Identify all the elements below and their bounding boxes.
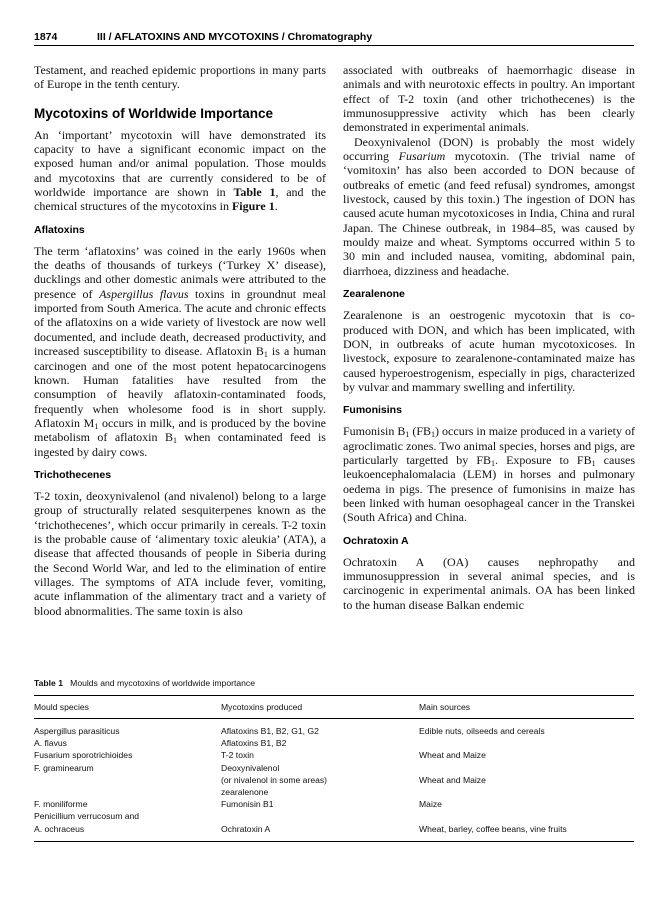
table-cell [34,774,221,786]
subscript: 1 [405,430,410,440]
table-cell [419,762,634,774]
running-title [97,31,372,43]
text-run: occurs in milk, and is produced by the bovine metabolism of aflatoxin B [34,415,327,445]
table-cell: A. flavus [34,738,67,749]
table-cell: Aspergillus parasiticus [34,726,120,736]
paragraph-continued: Testament, and reached epidemic proportions in many parts of Europe in the tenth century. [34,63,326,92]
table-row [34,798,634,810]
table-cell: Wheat and Maize [419,774,486,785]
paragraph-zearalenone: Zearalenone is an oestrogenic mycotoxin that is co-produced with DON, and which has been implicated, with DON, in outbreaks of acute human mycotoxicoses. In livestock, exposure to zearalenone-contaminated maize has caused hyperoestrogenism, especially in pigs, characterized by vulvar and mammary swelling and infertility. [343,308,635,394]
table-row [34,749,634,761]
text-run: An ‘important’ mycotoxin will have demonstrated its capacity to have a significant economic impact on the exposed human and/or animal population. Those moulds and mycotoxins that are currently considered to be of worldwide importance are shown in [34,127,326,200]
text-run: causes leukoencephalomalacia (LEM) in horses and pulmonary oedema in pigs. The presence of fumonisins in maize has been linked with human oesophageal cancer in the Transkei (South Africa) and China. [343,452,635,525]
table-cell: Fumonisin B1 [221,799,274,810]
text-run: Fumonisin B [343,424,406,439]
subscript: 1 [431,430,436,440]
paragraph-ochratoxin: Ochratoxin A (OA) causes nephropathy and immunosuppression in several animal species, and is carcinogenic in experimental animals. OA has been linked to the human disease Balkan endemic [343,554,635,612]
column-header: Mycotoxins produced [221,702,303,712]
text-run: Deoxynivalenol (DON) is probably the most widely occurring [343,134,635,164]
subscript: 1 [172,436,177,446]
paragraph-worldwide [34,128,326,214]
figure-reference[interactable]: Figure 1 [231,199,275,214]
table-cell: A. ochraceus [34,823,85,834]
paragraph-don [343,135,635,278]
table-cell: T-2 toxin [221,750,254,761]
column-header: Main sources [419,702,471,712]
subscript: 1 [491,458,495,468]
paragraph-fumonisins [343,424,635,524]
subheading-aflatoxins: Aflatoxins [34,223,85,236]
table-row [34,774,634,786]
section-heading-worldwide: Mycotoxins of Worldwide Importance [34,105,274,121]
table-cell: Wheat, barley, coffee beans, vine fruits [419,823,567,834]
text-run: The term ‘aflatoxins’ was coined in the early 1960s when the deaths of thousands of turkeys (‘Turkey X’ disease), ducklings and other domestic animals were attributed to the presence of [34,243,326,301]
running-title-section: Chromatography [287,31,373,43]
column-header: Mould species [34,702,89,712]
text-run: mycotoxin. (The trivial name of ‘vomitoxin’ has also been accorded to DON because of outbreaks of emetic (and feed refusal) syndromes, amongst livestock, caused by this toxin.) The ingestion of DON has caused acute human mycotoxicoses in India, China and rural Japan. The Chinese outbreak, in 1984–85, was caused by mouldy maize and wheat. Symptoms occurred within 5 to 30 min and included nausea, vomiting, abdominal pain, diarrhoea, dizziness and headache. [343,149,636,278]
left-column [34,63,326,618]
subscript: 1 [591,458,596,468]
subheading-ochratoxin: Ochratoxin A [343,534,409,547]
subheading-trichothecenes: Trichothecenes [34,468,112,481]
table-cell: Deoxynivalenol [221,762,280,773]
table-cell: Aflatoxins B1, B2 [221,738,287,749]
table-cell [419,810,634,822]
table-cell [221,810,419,822]
table-cell [34,786,221,798]
table-row [34,737,634,749]
table-header-row [34,696,634,719]
table-cell: F. graminearum [34,762,94,773]
table-row [34,810,634,822]
table-cell: F. moniliforme [34,799,88,810]
table-caption [34,677,634,689]
running-title-main: III / AFLATOXINS AND MYCOTOXINS / [97,31,288,43]
subscript: 1 [263,350,268,360]
text-run: ) occurs in maize produced in a variety of agroclimatic zones. Two animal species, horses and pigs, are particularly targetted by FB [343,424,635,467]
table-cell: Maize [419,799,442,810]
paragraph-aflatoxins [34,244,326,459]
table-cell: Penicillium verrucosum and [34,811,140,822]
subheading-fumonisins: Fumonisins [343,404,402,417]
text-run: , and the chemical structures of the mycotoxins in [34,185,326,214]
table-bottom-rule [34,841,634,842]
table-row [34,719,634,738]
table-label: Table 1 [34,678,63,688]
text-run: . [274,199,278,214]
table-cell: (or nivalenol in some areas) [221,774,328,785]
header-rule [34,45,634,46]
table-cell [419,737,634,749]
table-title: Moulds and mycotoxins of worldwide importance [70,678,256,688]
table-reference[interactable]: Table 1 [233,185,276,200]
genus-name: Fusarium [398,149,446,164]
table-body [34,719,634,835]
table-row [34,786,634,798]
table-cell: Edible nuts, oilseeds and cereals [419,726,545,736]
table-1 [34,677,634,842]
paragraph-t2-continued: associated with outbreaks of haemorrhagic disease in animals and with neurotoxic effects in poultry. An important effect of T-2 toxin (and other trichothecenes) is the immunosuppressive activity which has been clearly demonstrated in experimental animals. [343,63,635,135]
text-run: . Exposure to FB [495,452,592,467]
right-column [343,63,635,612]
running-header [34,28,634,48]
text-run: is a human carcinogen and one of the most potent hepatocarcinogens known. Human fatalities have resulted from the consumption of heavily aflatoxin-contaminated foods, frequently when wholesome food is in short supply. Aflatoxin M [34,344,326,430]
table-cell: zearalenone [221,787,269,798]
table-cell: Aflatoxins B1, B2, G1, G2 [221,726,319,736]
paragraph-trichothecenes: T-2 toxin, deoxynivalenol (and nivalenol) belong to a large group of structurally related sesquiterpenes known as the ‘trichothecenes’, which occur primarily in cereals. T-2 toxin is the probable cause of ‘alimentary toxic aleukia’ (ATA), a disease that affected thousands of people in Siberia during the Second World War, and led to the elimination of entire villages. The symptoms of ATA include fever, vomiting, acute inflammation of the alimentary tract and a variety of blood abnormalities. The same toxin is also [34,488,326,618]
species-name: Aspergillus flavus [99,286,189,301]
text-run: (FB [409,424,432,439]
text-run: when contaminated feed is ingested by dairy cows. [34,430,326,459]
subscript: 1 [94,421,99,431]
table-cell: Wheat and Maize [419,750,486,761]
table-cell: Ochratoxin A [221,823,271,834]
table-cell: Fusarium sporotrichioides [34,750,133,761]
mycotoxin-table [34,696,634,835]
text-run: toxins in groundnut meal imported from South America. The acute and chronic effects of the aflatoxins on a wide variety of livestock are now well documented, and include death, decreased productivity, and increased susceptibility to disease. Aflatoxin B [34,286,327,359]
table-row [34,823,634,835]
table-row [34,762,634,774]
page-number: 1874 [34,31,58,43]
subheading-zearalenone: Zearalenone [343,288,405,301]
table-cell [419,786,634,798]
